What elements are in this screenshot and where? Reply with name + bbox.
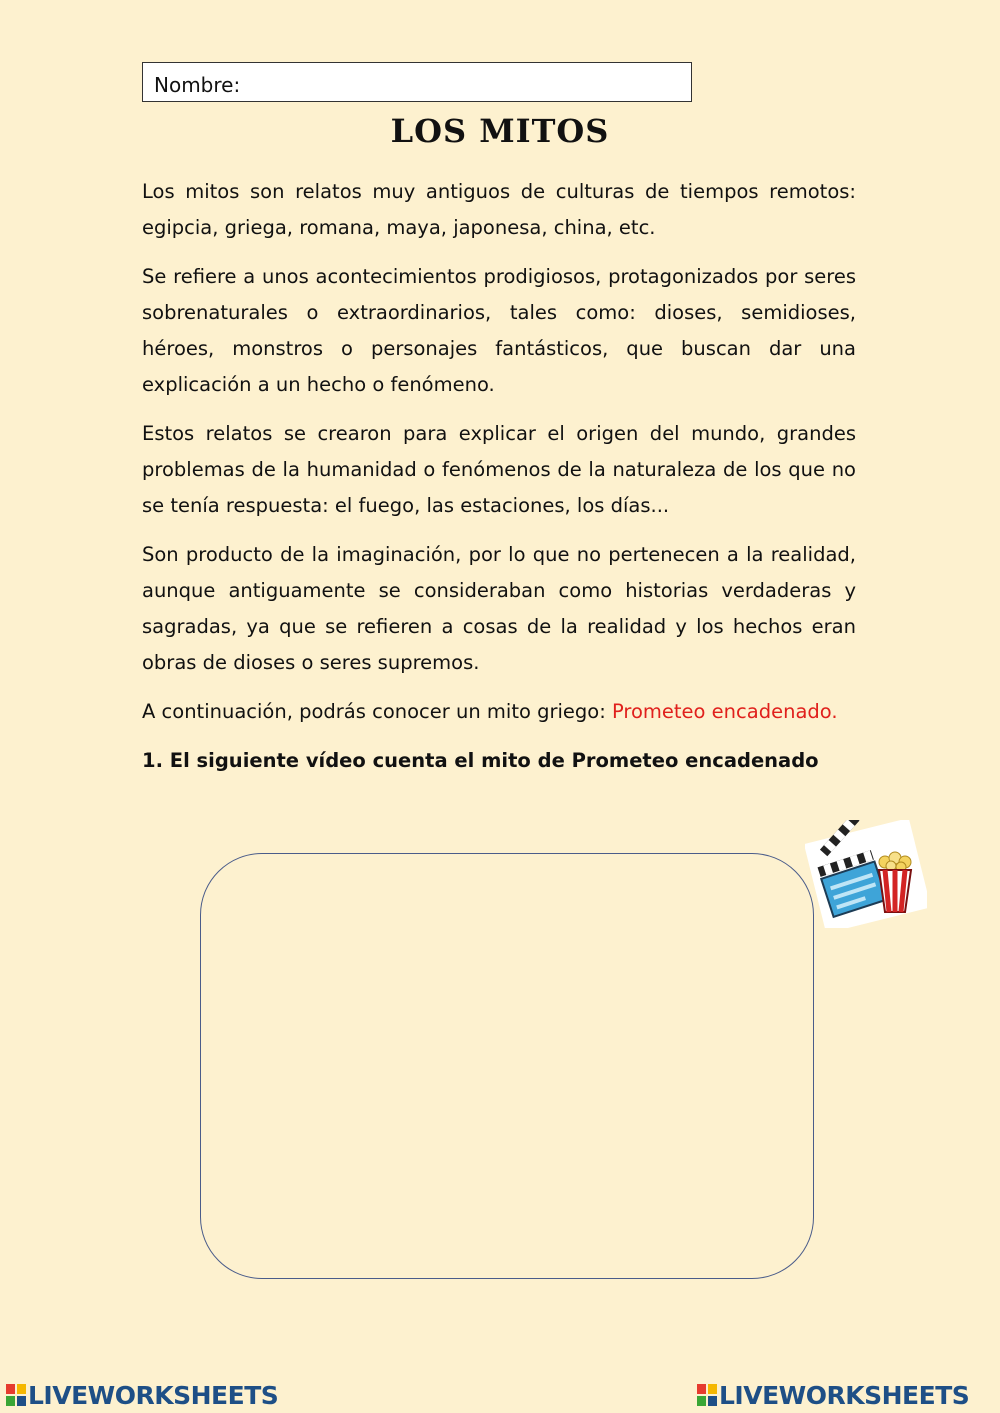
question-1: 1. El siguiente vídeo cuenta el mito de Prometeo encadenado — [142, 749, 819, 772]
intro-paragraph — [142, 694, 856, 730]
footer-logo-left — [6, 1378, 278, 1412]
intro-lead: A continuación, podrás conocer un mito griego: — [142, 700, 612, 723]
liveworksheets-logo-icon — [697, 1384, 717, 1406]
body-text — [142, 174, 856, 792]
paragraph-4: Son producto de la imaginación, por lo que no pertenecen a la realidad, aunque antiguamente se consideraban como historias verdaderas y sagradas, ya que se refieren a cosas de la realidad y los hechos eran obras de dioses o seres supremos. — [142, 543, 856, 674]
paragraph-3: Estos relatos se crearon para explicar el origen del mundo, grandes problemas de la humanidad o fenómenos de la naturaleza de los que no se tenía respuesta: el fuego, las estaciones, los días... — [142, 422, 856, 517]
clapperboard-popcorn-icon — [805, 820, 927, 928]
intro-highlight: Prometeo encadenado. — [611, 700, 838, 723]
liveworksheets-logo-text: LIVEWORKSHEETS — [719, 1380, 970, 1410]
name-input[interactable] — [253, 68, 687, 98]
name-box — [142, 62, 692, 102]
name-label: Nombre: — [154, 73, 241, 97]
video-frame[interactable] — [200, 853, 814, 1279]
paragraph-1: Los mitos son relatos muy antiguos de culturas de tiempos remotos: egipcia, griega, romana, maya, japonesa, china, etc. — [142, 180, 856, 239]
liveworksheets-logo-icon — [6, 1384, 26, 1406]
footer-logo-right — [697, 1378, 969, 1412]
paragraph-2: Se refiere a unos acontecimientos prodigiosos, protagonizados por seres sobrenaturales o extraordinarios, tales como: dioses, semidioses, héroes, monstros o personajes fantásticos, que buscan dar una explicación a un hecho o fenómeno. — [142, 265, 856, 396]
page-title: LOS MITOS — [390, 112, 610, 150]
liveworksheets-logo-text: LIVEWORKSHEETS — [28, 1380, 279, 1410]
